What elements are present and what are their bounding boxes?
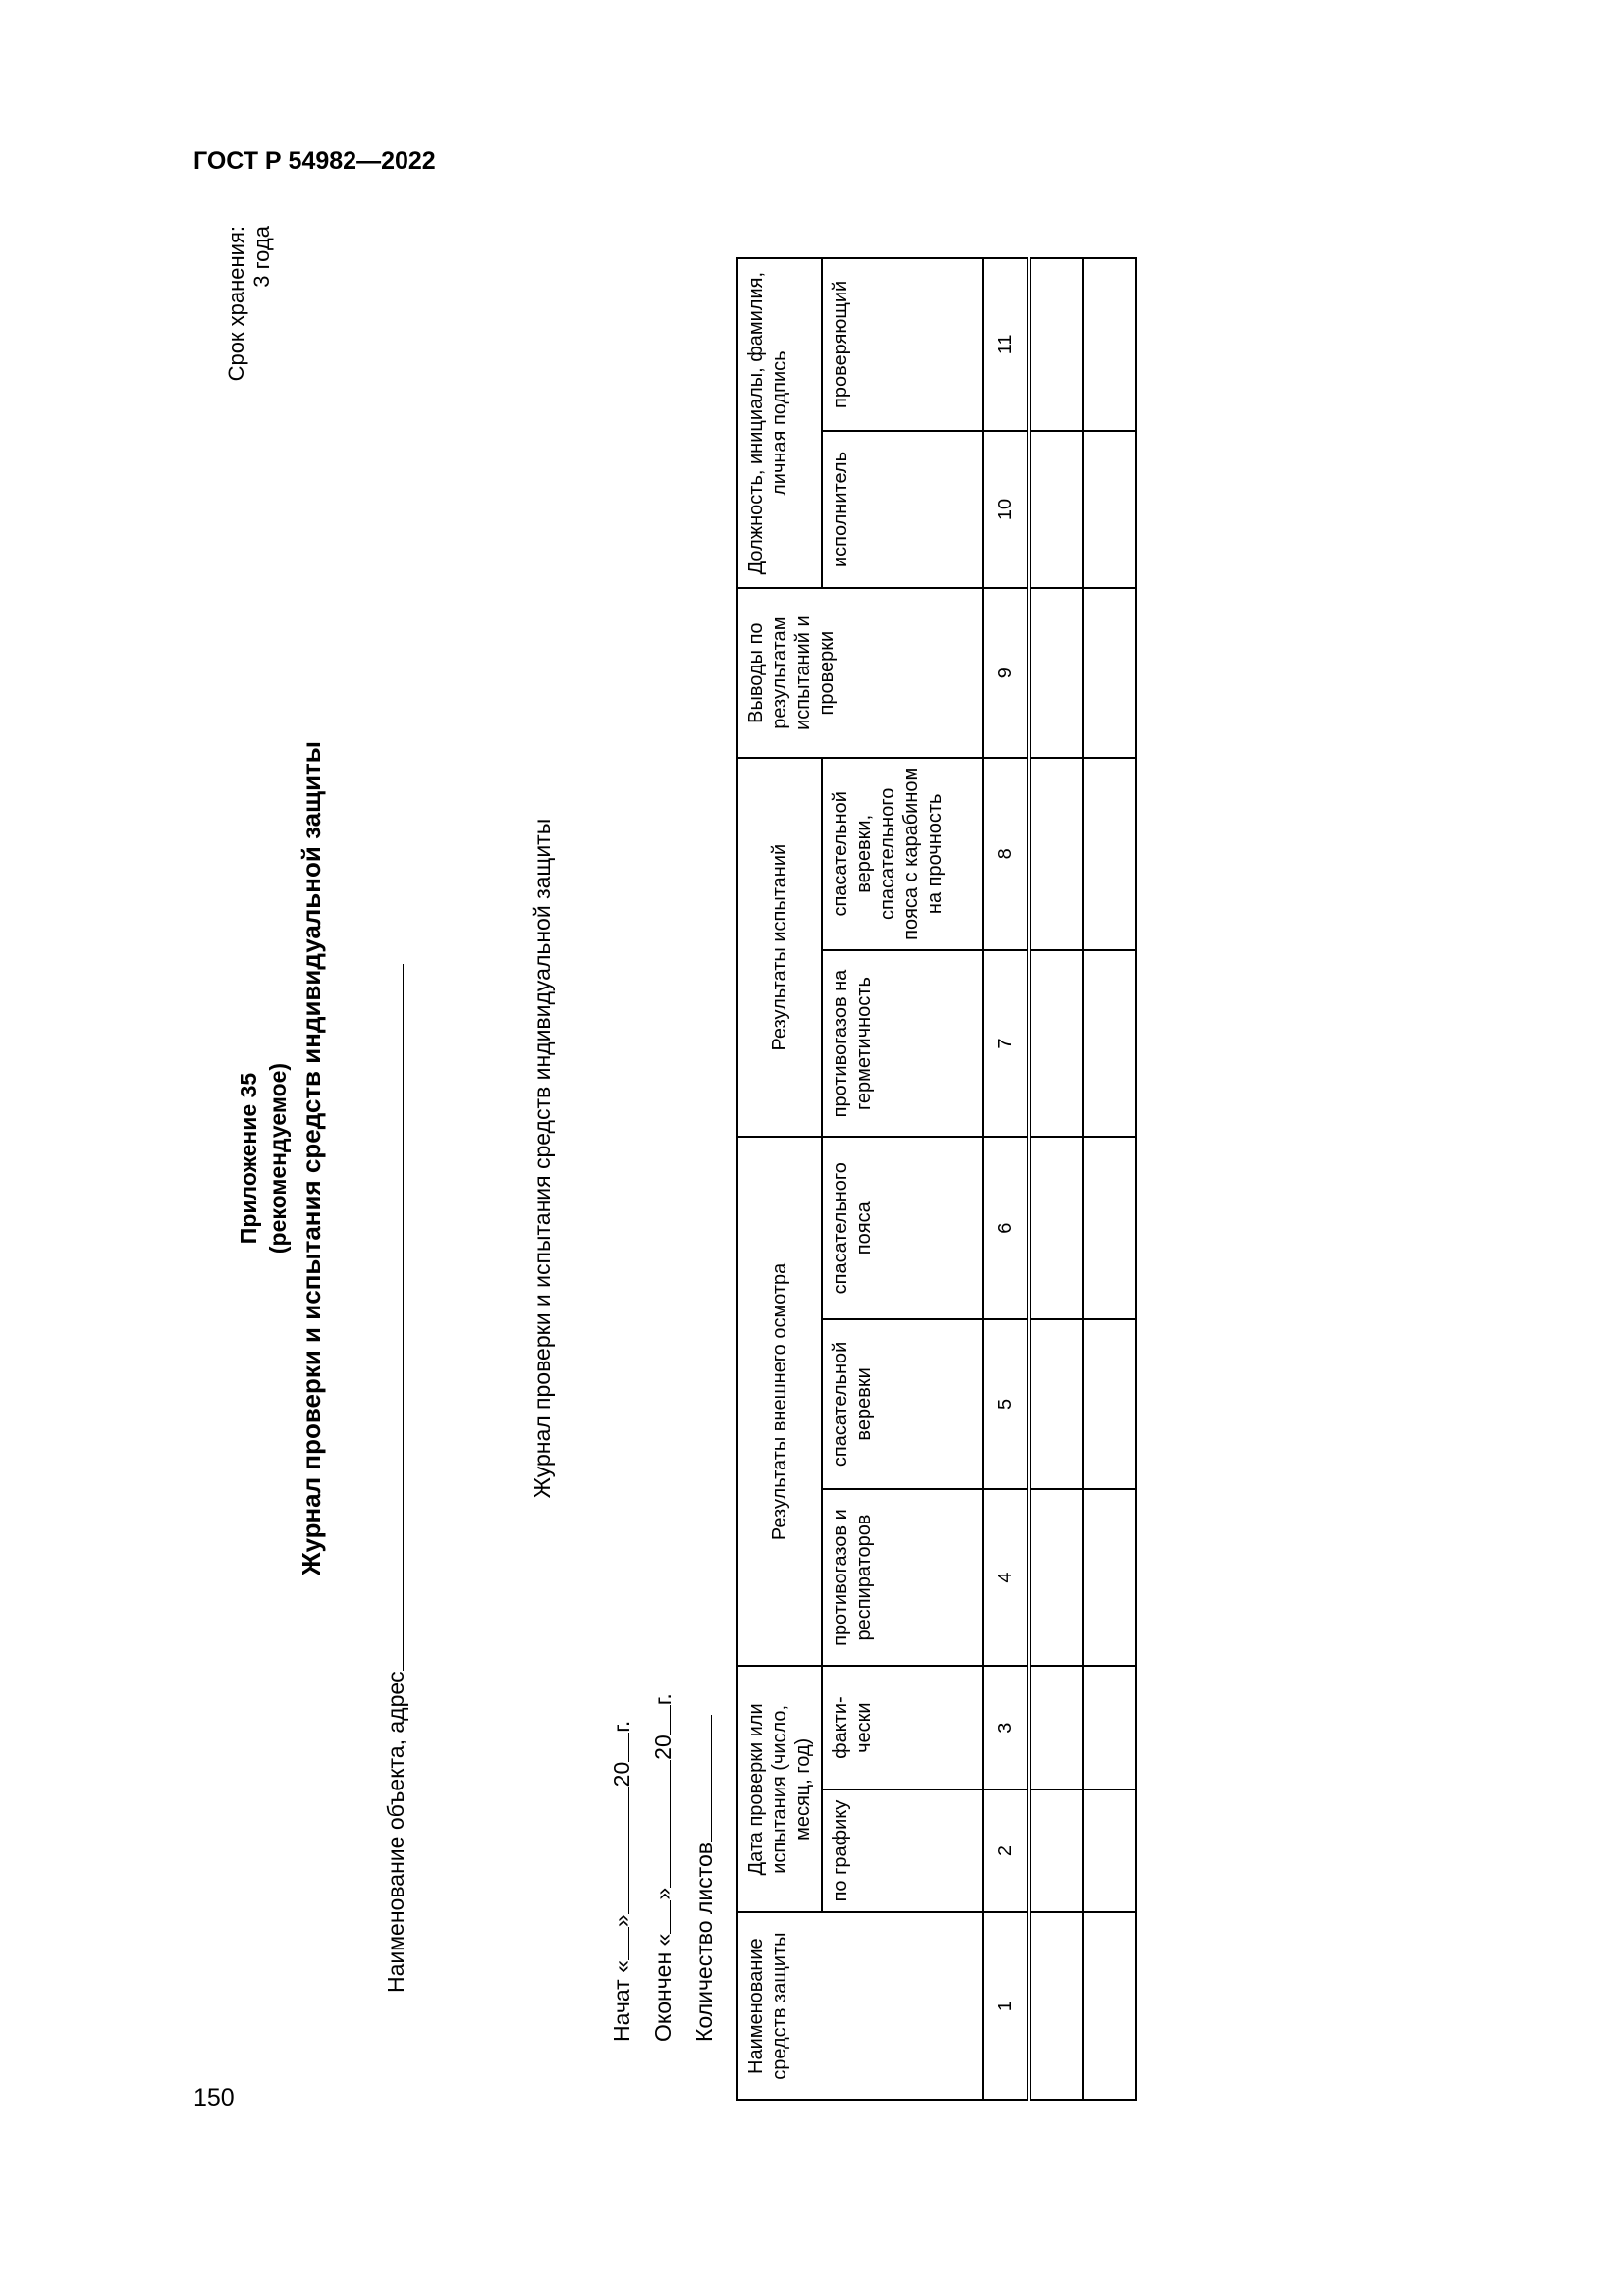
ended-quote-close: » <box>650 1887 676 1900</box>
journal-table <box>736 257 1137 2101</box>
retention-period <box>224 226 275 381</box>
table-cell[interactable] <box>1029 1489 1083 1667</box>
table-cell[interactable] <box>1083 431 1136 589</box>
column-number: 3 <box>983 1666 1029 1789</box>
header-visual-rope: спасательной веревки <box>822 1319 983 1489</box>
table-cell[interactable] <box>1029 1319 1083 1489</box>
started-date-field <box>607 1721 635 2042</box>
started-year-prefix: 20 <box>609 1761 634 1788</box>
annex-subtitle: (рекомендуемое) <box>265 1062 291 1255</box>
started-year-blank[interactable] <box>607 1733 629 1762</box>
ended-suffix: г. <box>650 1693 676 1706</box>
header-name: Наименование средств защиты <box>737 1912 983 2100</box>
header-visual-gas: противогазов и респираторов <box>822 1489 983 1667</box>
table-cell[interactable] <box>1083 258 1136 431</box>
header-conclusions: Выводы по результатам испытаний и проверки <box>737 588 983 758</box>
column-number: 9 <box>983 588 1029 758</box>
table-cell[interactable] <box>1083 950 1136 1138</box>
header-date-plan: по графику <box>822 1789 983 1912</box>
table-cell[interactable] <box>1029 1137 1083 1319</box>
table-cell[interactable] <box>1083 1912 1136 2100</box>
header-tests-gas: противогазов на герметичность <box>822 950 983 1138</box>
journal-title: Журнал проверки и испытания средств индивидуальной защиты <box>297 741 326 1576</box>
table-cell[interactable] <box>1029 258 1083 431</box>
header-position-exec: исполнитель <box>822 431 983 589</box>
ended-date-field <box>648 1693 677 2042</box>
started-month-blank[interactable] <box>607 1787 629 1914</box>
header-tests-rope: спасательной веревки, спасательного пояса с карабином на прочность <box>822 758 983 950</box>
table-cell[interactable] <box>1029 758 1083 950</box>
ended-day-blank[interactable] <box>648 1900 671 1934</box>
column-number: 2 <box>983 1789 1029 1912</box>
column-number: 8 <box>983 758 1029 950</box>
ended-label: Окончен « <box>650 1933 676 2042</box>
column-number: 6 <box>983 1137 1029 1319</box>
journal-subtitle: Журнал проверки и испытания средств индивидуальной защиты <box>529 818 555 1499</box>
table-cell[interactable] <box>1083 1489 1136 1667</box>
retention-value: 3 года <box>249 226 274 288</box>
annex-title: Приложение 35 <box>236 1072 261 1245</box>
header-visual-belt: спасательного пояса <box>822 1137 983 1319</box>
rotated-page-content <box>216 216 1198 2101</box>
object-address-blank[interactable] <box>381 964 404 1671</box>
column-number: 10 <box>983 431 1029 589</box>
header-position-check: проверяющий <box>822 258 983 431</box>
sheet-count-blank[interactable] <box>689 1715 712 1842</box>
column-number: 7 <box>983 950 1029 1138</box>
started-quote-close: » <box>609 1914 634 1928</box>
sheet-count-field <box>689 1715 718 2042</box>
ended-year-blank[interactable] <box>648 1705 671 1735</box>
started-suffix: г. <box>609 1720 634 1733</box>
page-number: 150 <box>193 2084 235 2111</box>
table-header-row-1 <box>737 258 822 2100</box>
table-cell[interactable] <box>1083 1666 1136 1789</box>
object-address-label: Наименование объекта, адрес <box>383 1671 408 1993</box>
started-label: Начат « <box>609 1960 634 2042</box>
sheet-count-label: Количество листов <box>691 1842 717 2042</box>
column-number-row <box>983 258 1029 2100</box>
header-date: Дата проверки или испытания (число, месяц, год) <box>737 1666 822 1912</box>
header-test-results: Результаты испытаний <box>737 758 822 1137</box>
table-row <box>1083 258 1136 2100</box>
table-cell[interactable] <box>1029 1912 1083 2100</box>
document-code: ГОСТ Р 54982—2022 <box>193 147 436 175</box>
table-cell[interactable] <box>1029 950 1083 1138</box>
table-cell[interactable] <box>1083 1319 1136 1489</box>
header-date-actual: факти-чески <box>822 1666 983 1789</box>
ended-month-blank[interactable] <box>648 1760 671 1888</box>
column-number: 4 <box>983 1489 1029 1667</box>
table-cell[interactable] <box>1029 1666 1083 1789</box>
table-cell[interactable] <box>1029 1789 1083 1912</box>
ended-year-prefix: 20 <box>650 1735 676 1760</box>
object-address-field <box>381 964 409 1993</box>
table-cell[interactable] <box>1083 1789 1136 1912</box>
table-cell[interactable] <box>1029 588 1083 758</box>
column-number: 5 <box>983 1319 1029 1489</box>
table-row <box>1029 258 1083 2100</box>
table-cell[interactable] <box>1083 588 1136 758</box>
header-visual-results: Результаты внешнего осмотра <box>737 1137 822 1666</box>
header-position: Должность, инициалы, фамилия, личная подпись <box>737 258 822 588</box>
table-cell[interactable] <box>1083 758 1136 950</box>
column-number: 11 <box>983 258 1029 431</box>
table-cell[interactable] <box>1029 431 1083 589</box>
column-number: 1 <box>983 1912 1029 2100</box>
retention-label: Срок хранения: <box>224 226 248 382</box>
table-cell[interactable] <box>1083 1137 1136 1319</box>
table-header-row-2 <box>822 258 983 2100</box>
started-day-blank[interactable] <box>607 1927 629 1960</box>
